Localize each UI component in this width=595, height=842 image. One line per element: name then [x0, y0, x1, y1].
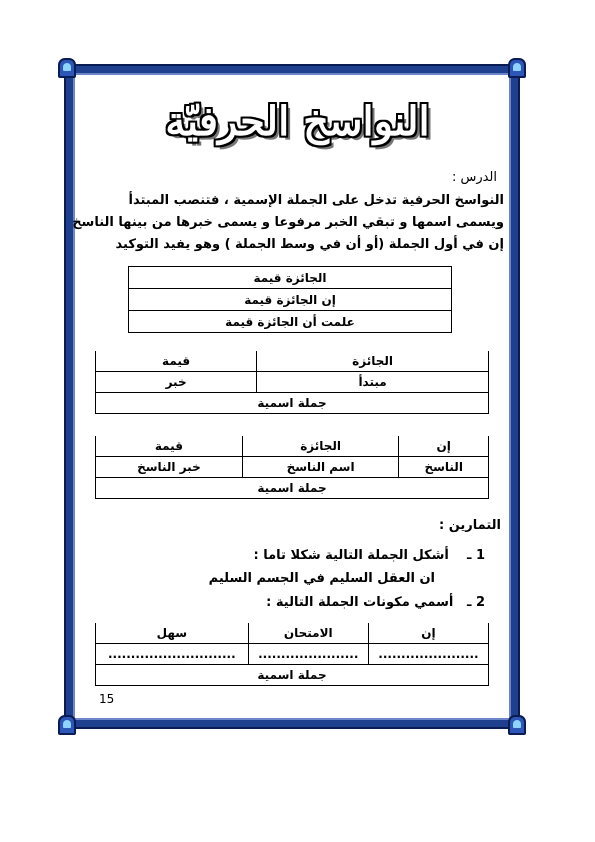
inna-sentence-table: [95, 436, 489, 499]
example-sentence: إن الجائزة قيمة: [129, 289, 452, 311]
nominal-sentence-table: [95, 351, 489, 414]
table-cell: إن: [399, 436, 489, 457]
paragraph-line: إن في أول الجملة (أو أن في وسط الجملة ) وهو يفيد التوكيد: [115, 237, 504, 252]
border-bottom: [68, 718, 514, 729]
table-cell: الجائزة: [257, 351, 489, 372]
example-sentence: الجائزة قيمة: [129, 267, 452, 289]
paragraph-line: ويسمى اسمها و تبقي الخبر مرفوعا و يسمى خبرها من بينها الناسخ: [72, 215, 504, 230]
table-cell: الامتحان: [248, 623, 368, 644]
table-cell: قيمة: [96, 351, 257, 372]
table-cell: خبر الناسخ: [96, 457, 243, 478]
corner-ornament-icon: [58, 715, 76, 735]
exercise-table: [95, 623, 489, 686]
border-top: [68, 64, 514, 75]
example-sentence: علمت أن الجائزة قيمة: [129, 311, 452, 333]
examples-table: [128, 266, 452, 333]
exercises-label: التمارين :: [438, 518, 501, 533]
table-cell: اسم الناسخ: [242, 457, 399, 478]
lesson-label: الدرس :: [451, 170, 497, 185]
table-footer: جملة اسمية: [96, 665, 489, 686]
answer-blank[interactable]: ......................: [248, 644, 368, 665]
question-1-sentence: ان العقل السليم في الجسم السليم: [208, 571, 435, 586]
lesson-paragraph: [72, 190, 504, 256]
answer-blank[interactable]: ............................: [96, 644, 249, 665]
question-text: أسمي مكونات الجملة التالية :: [266, 595, 454, 610]
table-cell: الجائزة: [242, 436, 399, 457]
question-text: أشكل الجملة التالية شكلا تاما :: [253, 548, 449, 563]
table-cell: سهل: [96, 623, 249, 644]
table-footer: جملة اسمية: [96, 478, 489, 499]
corner-ornament-icon: [58, 58, 76, 78]
question-2: [266, 595, 485, 610]
question-number: 1 ـ: [466, 548, 485, 563]
border-left: [64, 68, 75, 725]
table-cell: مبتدأ: [257, 372, 489, 393]
corner-ornament-icon: [508, 715, 526, 735]
table-cell: الناسخ: [399, 457, 489, 478]
corner-ornament-icon: [508, 58, 526, 78]
table-cell: خبر: [96, 372, 257, 393]
border-right: [509, 68, 520, 725]
answer-blank[interactable]: ......................: [368, 644, 488, 665]
table-footer: جملة اسمية: [96, 393, 489, 414]
table-cell: إن: [368, 623, 488, 644]
question-number: 2 ـ: [466, 595, 485, 610]
question-1: [254, 548, 486, 563]
table-cell: قيمة: [96, 436, 243, 457]
page-title: النواسخ الحرفيّة: [165, 98, 430, 145]
paragraph-line: النواسخ الحرفية تدخل على الجملة الإسمية ، فتنصب المبتدأ: [128, 193, 504, 208]
page-number: 15: [99, 692, 115, 706]
